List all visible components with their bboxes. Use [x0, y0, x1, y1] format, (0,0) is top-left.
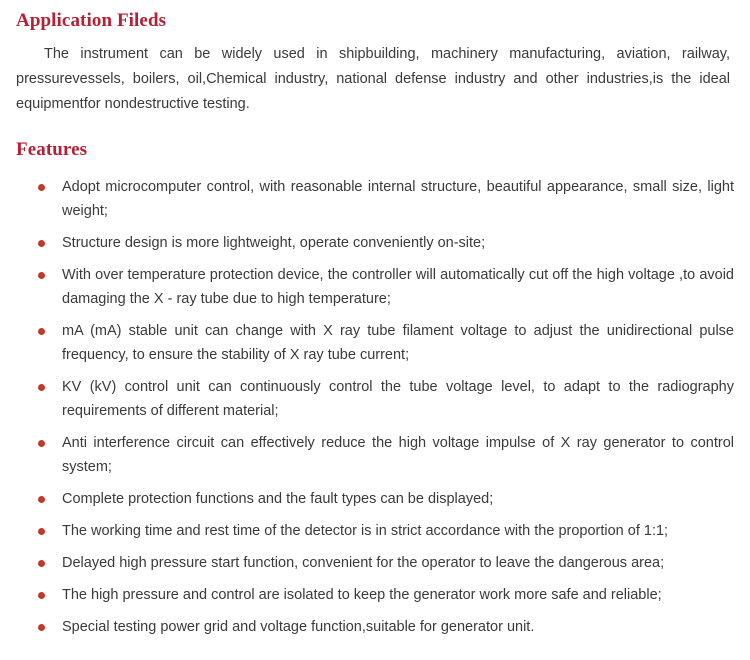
list-item	[16, 431, 734, 479]
feature-text: Anti interference circuit can effectively reduce the high voltage impulse of X ray generator to control system;	[62, 435, 734, 475]
feature-text: With over temperature protection device, the controller will automatically cut off the high voltage ,to avoid damaging the X - ray tube due to high temperature;	[62, 267, 734, 307]
feature-text: The working time and rest time of the detector is in strict accordance with the proportion of 1:1;	[62, 523, 669, 539]
bullet-icon	[38, 528, 45, 535]
bullet-icon	[38, 592, 45, 599]
feature-text: The high pressure and control are isolated to keep the generator work more safe and reliable;	[62, 587, 662, 603]
list-item	[16, 175, 734, 223]
list-item	[16, 487, 734, 511]
list-item	[16, 263, 734, 311]
feature-text: Delayed high pressure start function, convenient for the operator to leave the dangerous area;	[62, 555, 665, 571]
bullet-icon	[38, 328, 45, 335]
list-item	[16, 375, 734, 423]
feature-text: Complete protection functions and the fault types can be displayed;	[62, 491, 494, 507]
section-heading-features: Features	[16, 139, 88, 160]
bullet-icon	[38, 440, 45, 447]
list-item	[16, 231, 734, 255]
list-item	[16, 551, 734, 575]
feature-text: Adopt microcomputer control, with reasonable internal structure, beautiful appearance, small size, light weight;	[62, 179, 734, 219]
feature-text: mA (mA) stable unit can change with X ray tube filament voltage to adjust the unidirectional pulse frequency, to ensure the stability of X ray tube current;	[62, 323, 734, 363]
application-fields-paragraph: The instrument can be widely used in shipbuilding, machinery manufacturing, aviation, railway, pressurevessels, boilers, oil,Chemical industry, national defense industry and other industries,is the ideal equipmentfor nondestructive testing.	[16, 46, 730, 112]
feature-text: KV (kV) control unit can continuously control the tube voltage level, to adapt to the radiography requirements of different material;	[62, 379, 734, 419]
bullet-icon	[38, 560, 45, 567]
bullet-icon	[38, 496, 45, 503]
features-list	[16, 175, 734, 639]
list-item	[16, 583, 734, 607]
bullet-icon	[38, 624, 45, 631]
feature-text: Structure design is more lightweight, operate conveniently on-site;	[62, 235, 486, 251]
bullet-icon	[38, 272, 45, 279]
list-item	[16, 319, 734, 367]
bullet-icon	[38, 384, 45, 391]
list-item	[16, 615, 734, 639]
bullet-icon	[38, 240, 45, 247]
list-item	[16, 519, 734, 543]
bullet-icon	[38, 184, 45, 191]
section-heading-application-fields: Application Fileds	[16, 10, 167, 31]
feature-text: Special testing power grid and voltage function,suitable for generator unit.	[62, 619, 535, 635]
